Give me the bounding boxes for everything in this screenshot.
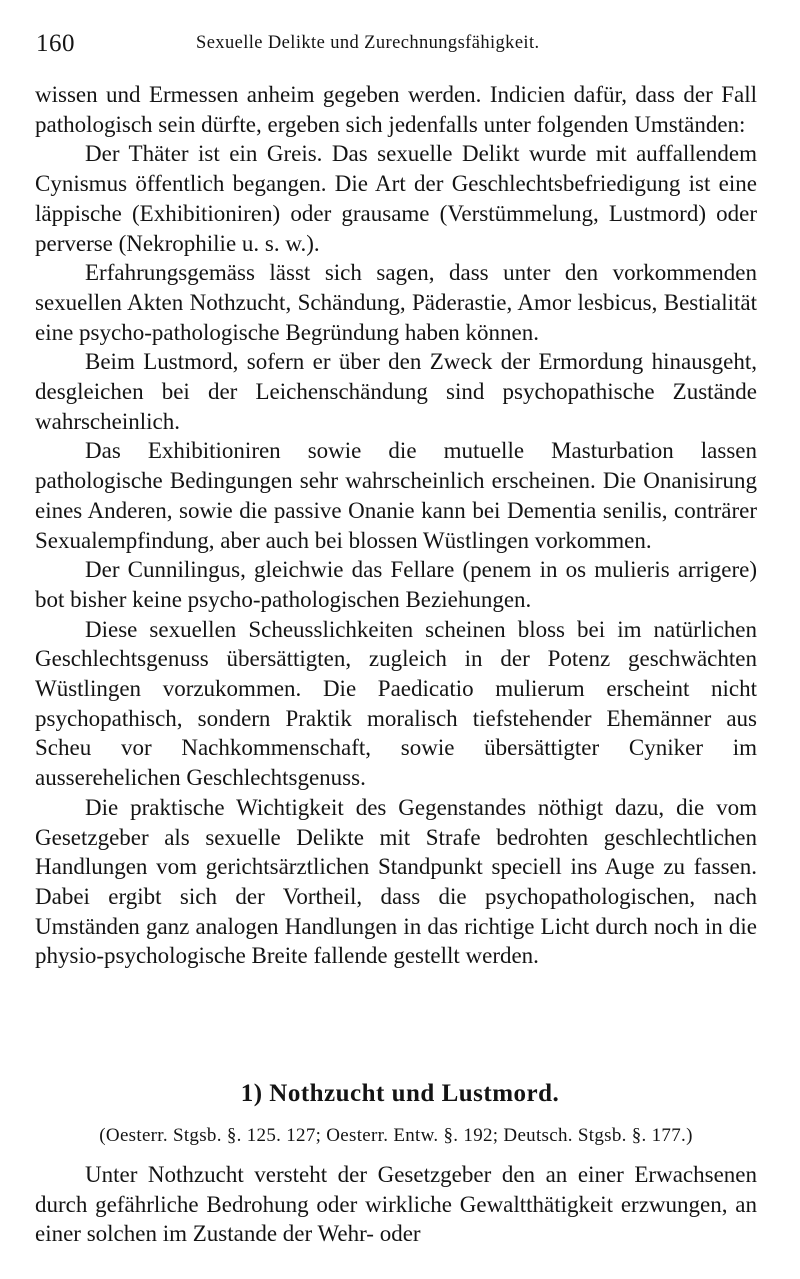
body-text xyxy=(35,80,757,971)
paragraph: Der Cunnilingus, gleichwie das Fellare (penem in os mulieris arrigere) bot bisher keine psycho-pathologischen Beziehungen. xyxy=(35,557,757,612)
paragraph: wissen und Ermessen anheim gegeben werden. Indicien dafür, dass der Fall pathologisch sein dürfte, ergeben sich jedenfalls unter folgenden Umständen: xyxy=(35,82,757,137)
page-header xyxy=(36,30,756,60)
paragraph: Der Thäter ist ein Greis. Das sexuelle Delikt wurde mit auffallendem Cynismus öffentlich begangen. Die Art der Geschlechtsbefriedigung ist eine läppische (Exhibitioniren) oder grausame (Verstümmelung, Lustmord) oder perverse (Nekrophilie u. s. w.). xyxy=(35,141,757,256)
section-heading: 1) Nothzucht und Lustmord. xyxy=(240,1080,560,1107)
running-title: Sexuelle Delikte und Zurechnungsfähigkeit. xyxy=(196,33,540,53)
page-number: 160 xyxy=(36,30,75,57)
legal-references: (Oesterr. Stgsb. §. 125. 127; Oesterr. Entw. §. 192; Deutsch. Stgsb. §. 177.) xyxy=(99,1125,693,1146)
paragraph: Das Exhibitioniren sowie die mutuelle Masturbation lassen pathologische Bedingungen sehr wahrscheinlich erscheinen. Die Onanisirung eines Anderen, sowie die passive Onanie kann bei Dementia senilis, conträrer Sexualempfindung, aber auch bei blossen Wüstlingen vorkommen. xyxy=(35,438,757,553)
paragraph: Die praktische Wichtigkeit des Gegenstandes nöthigt dazu, die vom Gesetzgeber als sexuelle Delikte mit Strafe bedrohten geschlechtlichen Handlungen vom gerichtsärztlichen Standpunkt speciell ins Auge zu fassen. Dabei ergibt sich der Vortheil, dass die psychopathologischen, nach Umständen ganz analogen Handlungen in das richtige Licht durch noch in die physio-psychologische Breite fallende gestellt werden. xyxy=(35,794,757,969)
paragraph: Diese sexuellen Scheusslichkeiten scheinen bloss bei im natürlichen Geschlechtsgenuss übersättigten, zugleich in der Potenz geschwächten Wüstlingen vorzukommen. Die Paedicatio mulierum erscheint nicht psychopathisch, sondern Praktik moralisch tiefstehender Ehemänner aus Scheu vor Nachkommenschaft, sowie übersättigter Cyniker im ausserehelichen Geschlechtsgenuss. xyxy=(35,616,757,791)
paragraph: Erfahrungsgemäss lässt sich sagen, dass unter den vorkommenden sexuellen Akten Nothzucht, Schändung, Päderastie, Amor lesbicus, Bestialität eine psycho-pathologische Begründung haben können. xyxy=(35,260,757,345)
paragraph: Unter Nothzucht versteht der Gesetzgeber den an einer Erwachsenen durch gefährliche Bedrohung oder wirkliche Gewaltthätigkeit erzwungen, an einer solchen im Zustande der Wehr- oder xyxy=(35,1162,757,1247)
paragraph: Beim Lustmord, sofern er über den Zweck der Ermordung hinausgeht, desgleichen bei der Leichenschändung sind psychopathische Zustände wahrscheinlich. xyxy=(35,349,757,434)
section-body xyxy=(35,1160,757,1249)
